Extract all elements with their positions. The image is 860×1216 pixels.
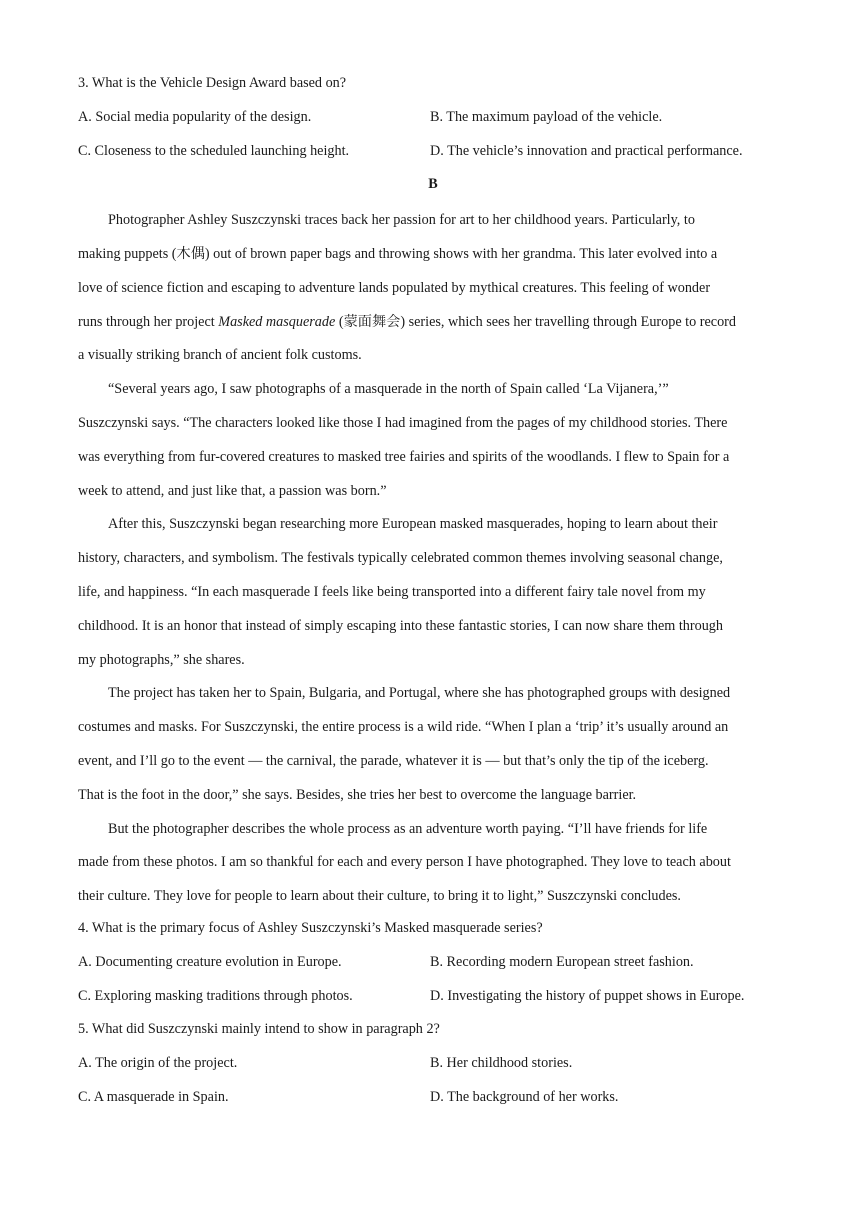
question-3-option-a: A. Social media popularity of the design.: [78, 108, 312, 125]
paragraph-2-line-3: was everything from fur-covered creatures to masked tree fairies and spirits of the woodlands. I flew to Spain for a: [78, 448, 730, 465]
paragraph-4-line-2: costumes and masks. For Suszczynski, the entire process is a wild ride. “When I plan a ‘trip’ it’s usually around an: [78, 719, 729, 736]
passage-paragraph-3: [78, 508, 788, 677]
paragraph-1-line-3: love of science fiction and escaping to adventure lands populated by mythical creatures. This feeling of wonder: [78, 279, 711, 296]
document-page: [78, 69, 788, 1117]
paragraph-3-line-3: life, and happiness. “In each masquerade I feels like being transported into a different fairy tale novel from my: [78, 583, 706, 600]
paragraph-3-line-2: history, characters, and symbolism. The festivals typically celebrated common themes involving seasonal change,: [78, 550, 723, 567]
question-4-options-row-1: [78, 948, 788, 982]
question-4-option-a: A. Documenting creature evolution in Europe.: [78, 953, 342, 970]
question-4-option-d: D. Investigating the history of puppet shows in Europe.: [430, 987, 745, 1004]
paragraph-5-line-1: But the photographer describes the whole process as an adventure worth paying. “I’ll have friends for life: [108, 820, 708, 837]
question-3-options-row-1: [78, 103, 788, 137]
question-5-option-d: D. The background of her works.: [430, 1088, 619, 1105]
question-5-option-a: A. The origin of the project.: [78, 1055, 238, 1072]
section-title: B: [428, 176, 438, 193]
question-4-options-row-2: [78, 982, 788, 1016]
question-3-option-b: B. The maximum payload of the vehicle.: [430, 108, 663, 125]
paragraph-1-line-5: a visually striking branch of ancient folk customs.: [78, 347, 362, 364]
paragraph-1-line-4-start: runs through her project: [78, 313, 219, 330]
passage-paragraph-5: [78, 813, 788, 914]
paragraph-2-line-1: “Several years ago, I saw photographs of a masquerade in the north of Spain called ‘La Vijanera,’”: [108, 381, 669, 398]
paragraph-3-line-5: my photographs,” she shares.: [78, 651, 245, 668]
paragraph-1-line-2: making puppets (木偶) out of brown paper bags and throwing shows with her grandma. This later evolved into a: [78, 245, 718, 262]
paragraph-4-line-1: The project has taken her to Spain, Bulgaria, and Portugal, where she has photographed groups with designed: [108, 685, 731, 702]
paragraph-3-line-4: childhood. It is an honor that instead of simply escaping into these fantastic stories, I can now share them through: [78, 617, 723, 634]
question-4-option-c: C. Exploring masking traditions through photos.: [78, 987, 353, 1004]
paragraph-5-line-3: their culture. They love for people to learn about their culture, to bring it to light,” Suszczynski concludes.: [78, 888, 681, 905]
paragraph-4-line-4: That is the foot in the door,” she says. Besides, she tries her best to overcome the language barrier.: [78, 786, 637, 803]
paragraph-1-line-4-end: (蒙面舞会) series, which sees her travelling through Europe to record: [335, 313, 736, 330]
question-5-option-b: B. Her childhood stories.: [430, 1055, 573, 1072]
question-3-option-d: D. The vehicle’s innovation and practical performance.: [430, 142, 743, 159]
question-5-options-row-1: [78, 1049, 788, 1083]
passage-paragraph-4: [78, 677, 788, 812]
question-3: 3. What is the Vehicle Design Award based on?: [78, 75, 347, 91]
question-4: 4. What is the primary focus of Ashley Suszczynski’s Masked masquerade series?: [78, 919, 543, 936]
question-3-option-c: C. Closeness to the scheduled launching height.: [78, 142, 350, 159]
paragraph-1-line-1: Photographer Ashley Suszczynski traces back her passion for art to her childhood years. Particularly, to: [108, 212, 695, 229]
question-5: 5. What did Suszczynski mainly intend to show in paragraph 2?: [78, 1021, 440, 1038]
question-5-options-row-2: [78, 1083, 788, 1117]
paragraph-4-line-3: event, and I’ll go to the event — the carnival, the parade, whatever it is — but that’s only the tip of the iceberg.: [78, 752, 709, 769]
paragraph-2-line-4: week to attend, and just like that, a passion was born.”: [78, 482, 387, 499]
question-3-options-row-2: [78, 137, 788, 171]
paragraph-2-line-2: Suszczynski says. “The characters looked like those I had imagined from the pages of my childhood stories. There: [78, 414, 728, 431]
paragraph-1-line-4: [78, 306, 788, 340]
passage-paragraph-2: [78, 373, 788, 508]
question-5-option-c: C. A masquerade in Spain.: [78, 1088, 229, 1105]
series-title: Masked masquerade: [218, 313, 336, 330]
question-4-option-b: B. Recording modern European street fashion.: [430, 953, 694, 970]
passage-paragraph-1: [78, 204, 788, 373]
paragraph-5-line-2: made from these photos. I am so thankful for each and every person I have photographed. They love to teach about: [78, 854, 731, 871]
paragraph-3-line-1: After this, Suszczynski began researching more European masked masquerades, hoping to learn about their: [108, 516, 718, 533]
